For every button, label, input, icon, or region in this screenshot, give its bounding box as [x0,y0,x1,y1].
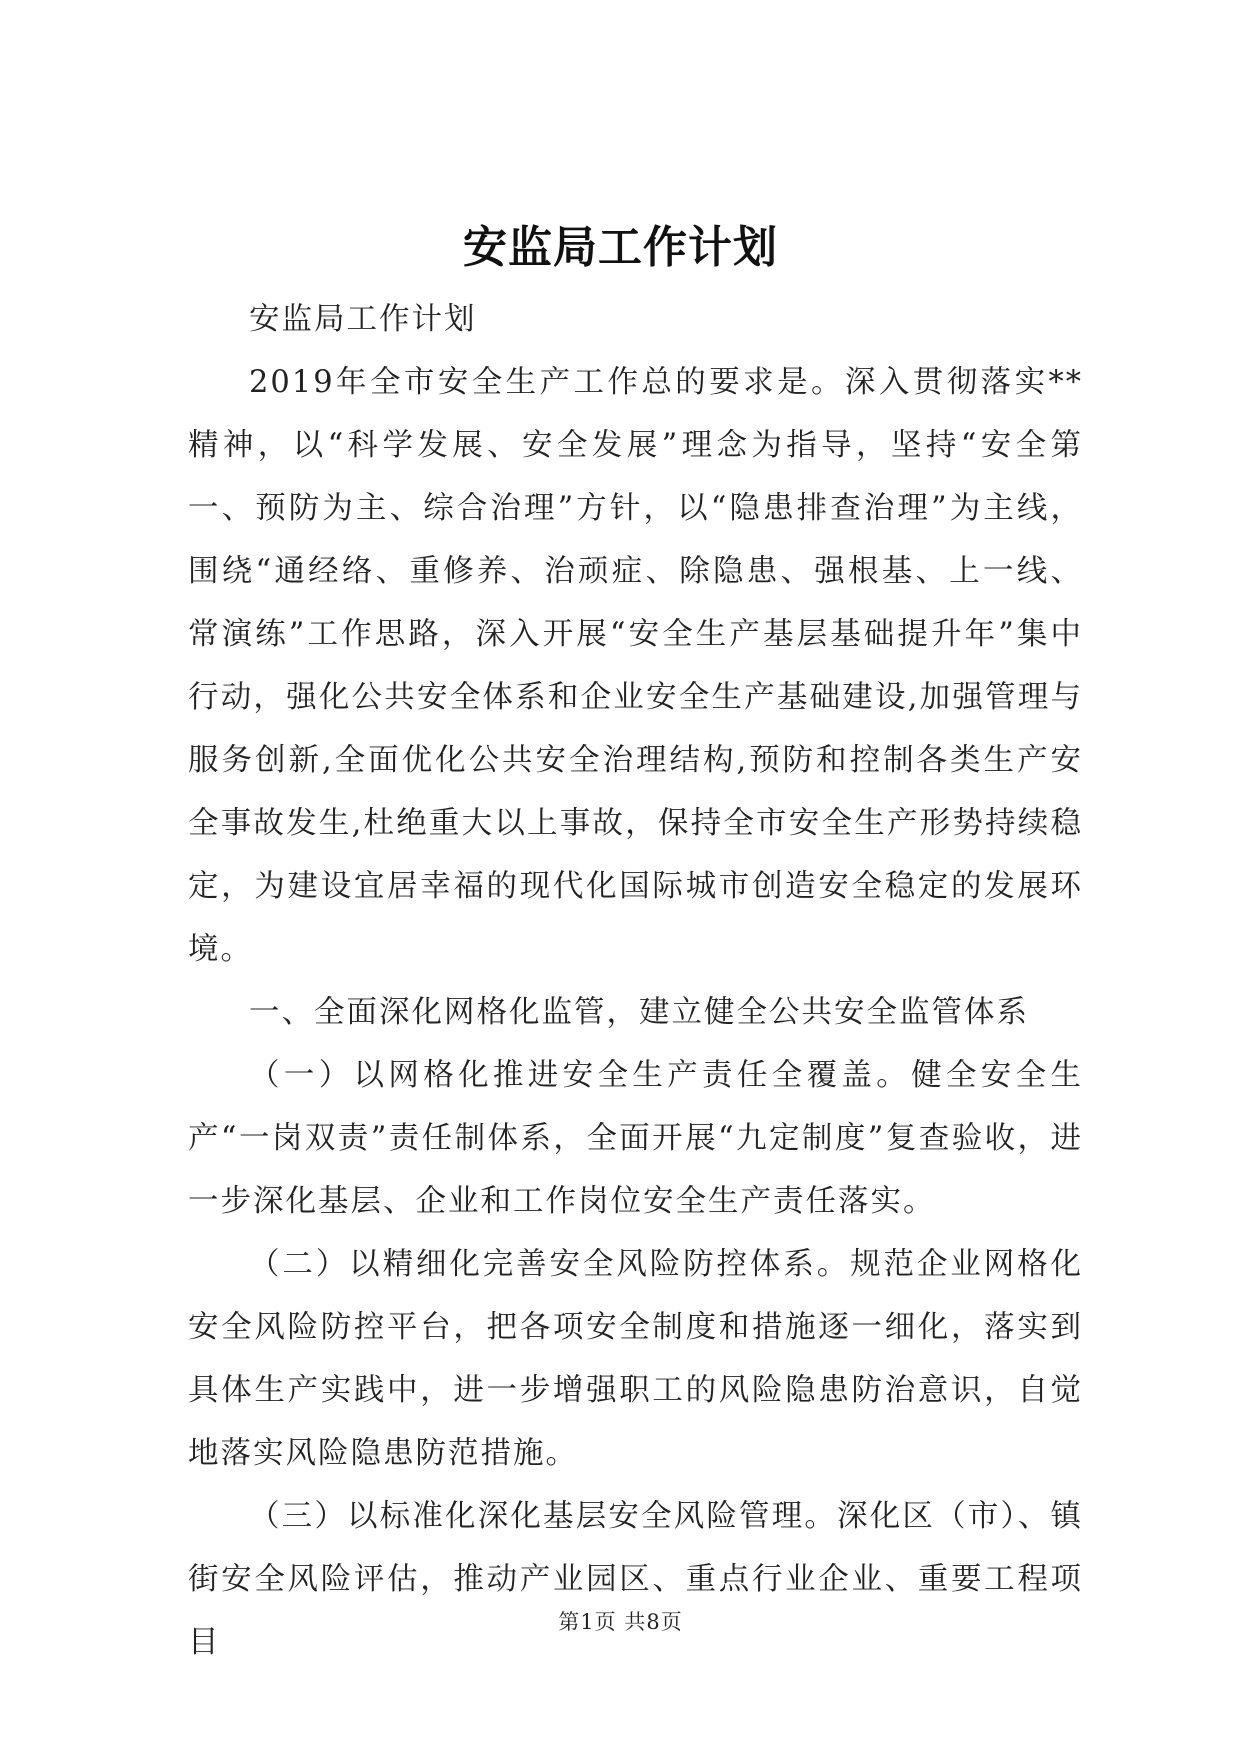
page-number-footer: 第1页 共8页 [558,1610,683,1634]
intro-paragraph: 2019年全市安全生产工作总的要求是。深入贯彻落实**精神，以“科学发展、安全发展”理念为指导，坚持“安全第一、预防为主、综合治理”方针，以“隐患排查治理”为主线，围绕“通经络、重修养、治顽症、除隐患、强根基、上一线、常演练”工作思路，深入开展“安全生产基层基础提升年”集中行动，强化公共安全体系和企业安全生产基础建设,加强管理与服务创新,全面优化公共安全治理结构,预防和控制各类生产安全事故发生,杜绝重大以上事故，保持全市安全生产形势持续稳定，为建设宜居幸福的现代化国际城市创造安全稳定的发展环境。 [188,365,1083,967]
subsection-paragraph-3: （三）以标准化深化基层安全风险管理。深化区（市）、镇街安全风险评估，推动产业园区、重点行业企业、重要工程项目 [188,1499,1083,1660]
subsection-paragraph-2: （二）以精细化完善安全风险防控体系。规范企业网格化安全风险防控平台，把各项安全制度和措施逐一细化，落实到具体生产实践中，进一步增强职工的风险隐患防治意识，自觉地落实风险隐患防范措施。 [188,1247,1083,1471]
subsection-paragraph-1: （一）以网格化推进安全生产责任全覆盖。健全安全生产“一岗双责”责任制体系，全面开展“九定制度”复查验收，进一步深化基层、企业和工作岗位安全生产责任落实。 [188,1058,1083,1219]
document-title: 安监局工作计划 [463,222,778,273]
document-body [188,288,1083,1674]
subtitle-paragraph: 安监局工作计划 [249,302,477,337]
section-heading: 一、全面深化网格化监管，建立健全公共安全监管体系 [249,995,1029,1030]
